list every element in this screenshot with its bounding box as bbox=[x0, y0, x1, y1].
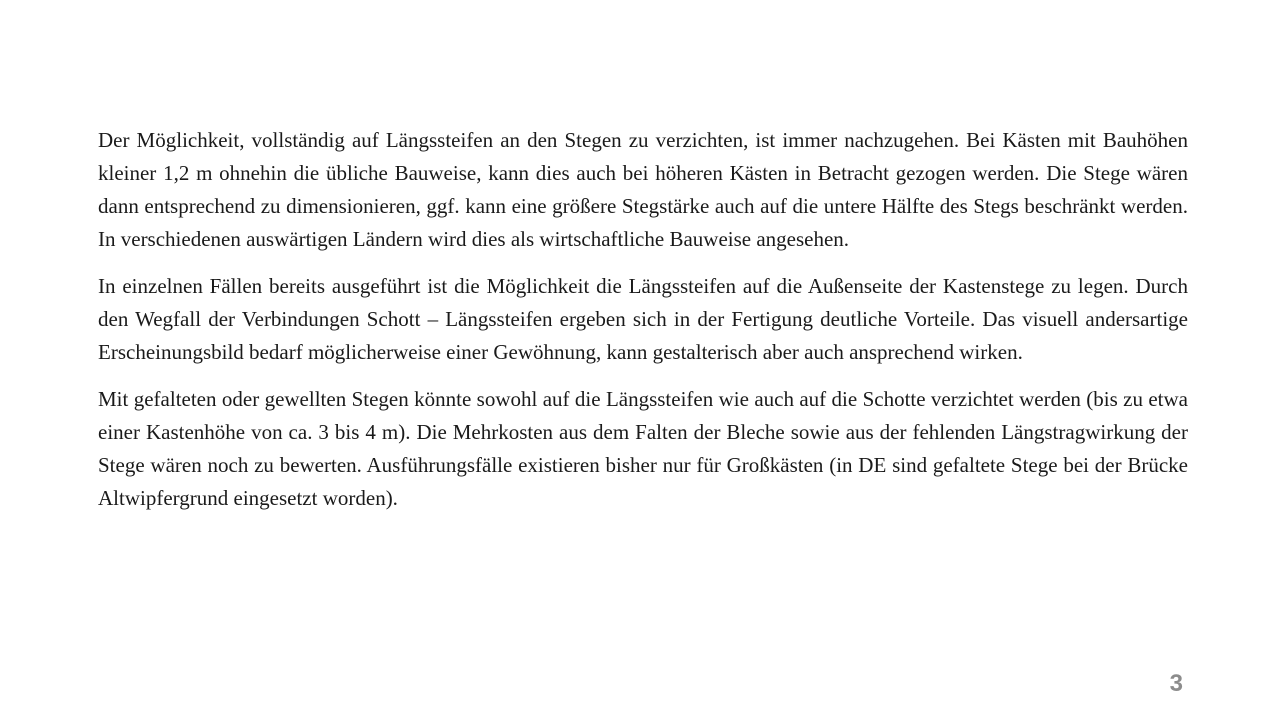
page-number: 3 bbox=[1169, 670, 1183, 697]
slide-body bbox=[98, 124, 1188, 529]
paragraph-3: Mit gefalteten oder gewellten Stegen könnte sowohl auf die Längssteifen wie auch auf die Schotte verzichtet werden (bis zu etwa einer Kastenhöhe von ca. 3 bis 4 m). Die Mehrkosten aus dem Falten der Bleche sowie aus der fehlenden Längstragwirkung der Stege wären noch zu bewerten. Ausführungsfälle existieren bisher nur für Großkästen (in DE sind gefaltete Stege bei der Brücke Altwipfergrund eingesetzt worden). bbox=[98, 387, 1188, 510]
paragraph-2: In einzelnen Fällen bereits ausgeführt ist die Möglichkeit die Längssteifen auf die Außenseite der Kastenstege zu legen. Durch den Wegfall der Verbindungen Schott – Längssteifen ergeben sich in der Fertigung deutliche Vorteile. Das visuell andersartige Erscheinungsbild bedarf möglicherweise einer Gewöhnung, kann gestalterisch aber auch ansprechend wirken. bbox=[98, 274, 1188, 364]
paragraph-1: Der Möglichkeit, vollständig auf Längssteifen an den Stegen zu verzichten, ist immer nachzugehen. Bei Kästen mit Bauhöhen kleiner 1,2 m ohnehin die übliche Bauweise, kann dies auch bei höheren Kästen in Betracht gezogen werden. Die Stege wären dann entsprechend zu dimensionieren, ggf. kann eine größere Stegstärke auch auf die untere Hälfte des Stegs beschränkt werden. In verschiedenen auswärtigen Ländern wird dies als wirtschaftliche Bauweise angesehen. bbox=[98, 128, 1188, 251]
